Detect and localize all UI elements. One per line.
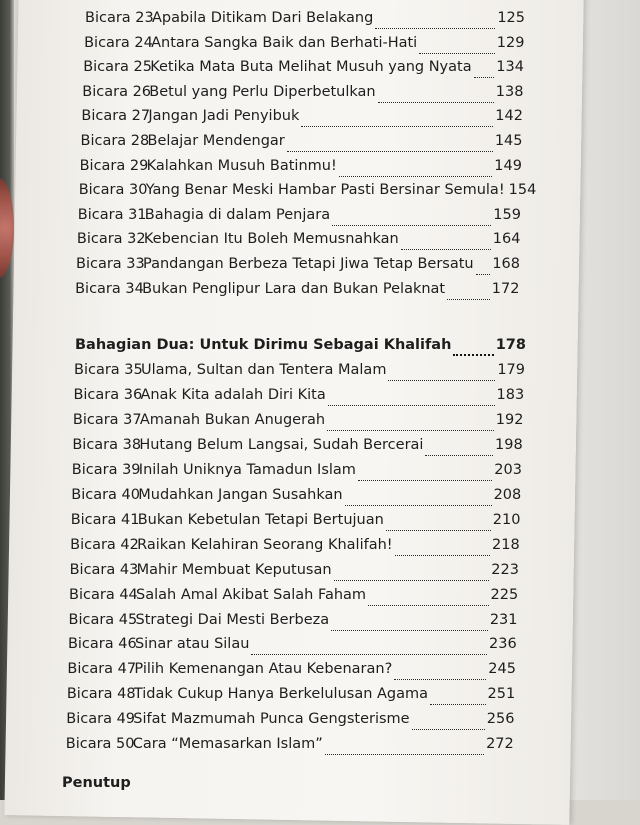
dot-leader xyxy=(301,126,493,127)
entry-number: Bicara 45 xyxy=(68,611,138,628)
dot-leader xyxy=(339,176,493,177)
entry-title: Anak Kita adalah Diri Kita xyxy=(140,386,326,403)
section-heading xyxy=(75,337,526,361)
entry-number: Bicara 35 xyxy=(74,362,143,378)
entry-page: 179 xyxy=(497,362,525,378)
entry-number: Bicara 23 xyxy=(85,10,154,26)
entry-title: Yang Benar Meski Hambar Pasti Bersinar Semula! xyxy=(145,182,505,199)
entry-number: Bicara 38 xyxy=(72,436,142,453)
toc-entry xyxy=(69,612,518,636)
entry-number: Bicara 33 xyxy=(76,256,145,272)
dot-leader xyxy=(328,405,495,406)
toc-entry xyxy=(71,487,521,511)
toc-entry xyxy=(71,512,521,536)
entry-title: Ulama, Sultan dan Tentera Malam xyxy=(141,362,387,378)
dot-leader xyxy=(447,299,490,300)
entry-page: 159 xyxy=(493,206,521,223)
toc-entry xyxy=(80,158,522,182)
entry-page: 134 xyxy=(496,59,524,76)
entry-page: 183 xyxy=(496,386,525,403)
entry-title: Bukan Kebetulan Tetapi Bertujuan xyxy=(137,511,384,528)
dot-leader xyxy=(332,225,491,226)
entry-page: 172 xyxy=(491,280,520,297)
dot-leader xyxy=(368,605,489,606)
entry-title: Salah Amal Akibat Salah Faham xyxy=(136,586,367,603)
entry-page: 203 xyxy=(494,461,522,478)
entry-page: 154 xyxy=(508,182,537,199)
dot-leader xyxy=(425,455,493,456)
dot-leader xyxy=(378,102,494,103)
dot-leader xyxy=(331,630,488,631)
toc-entry xyxy=(66,736,514,760)
entry-page: 223 xyxy=(491,561,519,578)
entry-number: Bicara 41 xyxy=(70,511,140,528)
toc-entry xyxy=(72,462,522,486)
entry-number: Bicara 24 xyxy=(84,34,153,51)
entry-title: Antara Sangka Baik dan Berhati-Hati xyxy=(151,34,418,51)
dot-leader xyxy=(419,53,495,54)
entry-title: Pandangan Berbeza Tetapi Jiwa Tetap Bersatu xyxy=(143,256,474,272)
closing-heading-title: Penutup xyxy=(62,775,131,791)
entry-page: 231 xyxy=(489,611,518,628)
section-heading-title: Bahagian Dua: Untuk Dirimu Sebagai Khalifah xyxy=(75,337,452,353)
entry-number: Bicara 46 xyxy=(67,636,137,653)
dot-leader xyxy=(375,28,495,29)
entry-title: Mudahkan Jangan Susahkan xyxy=(138,486,343,503)
entry-title: Cara “Memasarkan Islam” xyxy=(132,736,323,753)
entry-page: 129 xyxy=(496,34,525,51)
toc-entry xyxy=(67,686,515,710)
entry-title: Bahagia di dalam Penjara xyxy=(144,206,331,223)
dot-leader xyxy=(345,505,492,506)
dot-leader xyxy=(453,354,493,356)
entry-page: 192 xyxy=(495,411,524,428)
entry-page: 198 xyxy=(495,436,523,453)
entry-title: Bukan Penglipur Lara dan Bukan Pelaknat xyxy=(142,280,446,297)
entry-title: Sinar atau Silau xyxy=(134,636,250,653)
entry-title: Belajar Mendengar xyxy=(147,133,285,149)
entry-number: Bicara 25 xyxy=(83,59,152,76)
entry-page: 168 xyxy=(492,256,520,272)
entry-page: 142 xyxy=(495,108,523,125)
entry-page: 138 xyxy=(495,83,524,100)
entry-page: 272 xyxy=(486,736,514,753)
entry-page: 245 xyxy=(488,661,516,678)
entry-title: Strategi Dai Mesti Berbeza xyxy=(135,611,330,628)
entry-page: 208 xyxy=(493,486,522,503)
entry-number: Bicara 30 xyxy=(78,182,148,199)
entry-number: Bicara 28 xyxy=(80,133,150,149)
dot-leader xyxy=(401,249,491,250)
toc-entry xyxy=(77,231,521,255)
toc-entry xyxy=(78,207,521,231)
entry-page: 210 xyxy=(492,511,521,528)
entry-page: 256 xyxy=(486,711,515,728)
entry-page: 149 xyxy=(494,157,522,174)
toc-entry xyxy=(83,59,524,83)
entry-number: Bicara 44 xyxy=(69,586,138,603)
entry-number: Bicara 50 xyxy=(65,736,135,753)
dot-leader xyxy=(388,380,495,381)
dot-leader xyxy=(334,580,490,581)
toc-entry xyxy=(75,281,519,305)
toc-entry xyxy=(70,562,519,586)
entry-title: Kalahkan Musuh Batinmu! xyxy=(146,157,337,174)
dot-leader xyxy=(251,654,487,655)
entry-number: Bicara 34 xyxy=(75,280,144,297)
entry-number: Bicara 37 xyxy=(72,411,142,428)
toc-entry xyxy=(82,84,523,108)
dot-leader xyxy=(395,555,490,556)
entry-number: Bicara 47 xyxy=(67,661,137,678)
dot-leader xyxy=(325,754,484,755)
entry-number: Bicara 48 xyxy=(66,686,136,703)
closing-heading xyxy=(62,775,262,799)
entry-title: Kebencian Itu Boleh Memusnahkan xyxy=(143,231,399,248)
entry-page: 145 xyxy=(494,133,523,149)
toc-entry xyxy=(85,10,525,34)
entry-number: Bicara 32 xyxy=(76,231,146,248)
entry-title: Apabila Ditikam Dari Belakang xyxy=(152,10,374,26)
entry-page: 251 xyxy=(487,686,516,703)
entry-title: Sifat Mazmumah Punca Gengsterisme xyxy=(133,711,410,728)
toc-entry xyxy=(69,587,518,611)
dot-leader xyxy=(386,530,491,531)
entry-title: Mahir Membuat Keputusan xyxy=(136,561,332,578)
entry-page: 225 xyxy=(490,586,519,603)
toc-entry xyxy=(73,412,524,436)
entry-title: Jangan Jadi Penyibuk xyxy=(148,108,300,125)
dot-leader xyxy=(394,679,486,680)
section-heading-page: 178 xyxy=(495,337,526,353)
toc-entry xyxy=(78,182,537,206)
entry-title: Hutang Belum Langsai, Sudah Bercerai xyxy=(139,436,424,453)
toc-entry xyxy=(66,711,514,735)
dot-leader xyxy=(476,274,491,275)
entry-number: Bicara 42 xyxy=(70,536,139,553)
dot-leader xyxy=(327,430,494,431)
toc-entry xyxy=(74,362,525,386)
entry-number: Bicara 43 xyxy=(69,561,139,578)
entry-number: Bicara 40 xyxy=(71,486,140,503)
entry-page: 218 xyxy=(492,536,520,553)
toc-entry xyxy=(76,256,520,280)
dot-leader xyxy=(358,480,492,481)
dot-leader xyxy=(474,77,495,78)
dot-leader xyxy=(287,151,493,152)
entry-number: Bicara 29 xyxy=(79,157,149,174)
toc-entry xyxy=(73,387,524,411)
toc-entry xyxy=(70,537,520,561)
entry-title: Inilah Uniknya Tamadun Islam xyxy=(138,461,356,478)
entry-title: Ketika Mata Buta Melihat Musuh yang Nyata xyxy=(150,59,472,76)
entry-number: Bicara 36 xyxy=(73,386,143,403)
toc-entry xyxy=(68,636,517,660)
toc-entry xyxy=(84,35,524,59)
entry-title: Tidak Cukup Hanya Berkelulusan Agama xyxy=(133,686,429,703)
toc-entry xyxy=(81,133,523,157)
dot-leader xyxy=(412,729,485,730)
entry-title: Pilih Kemenangan Atau Kebenaran? xyxy=(134,661,393,678)
entry-title: Betul yang Perlu Diperbetulkan xyxy=(149,83,376,100)
dot-leader xyxy=(430,704,486,705)
entry-number: Bicara 49 xyxy=(66,711,136,728)
toc-entry xyxy=(81,108,523,132)
entry-title: Raikan Kelahiran Seorang Khalifah! xyxy=(137,536,393,553)
entry-page: 125 xyxy=(497,10,525,26)
entry-page: 236 xyxy=(489,636,517,653)
entry-number: Bicara 27 xyxy=(81,108,151,125)
toc-entry xyxy=(72,437,522,461)
entry-number: Bicara 39 xyxy=(71,461,141,478)
entry-page: 164 xyxy=(492,231,521,248)
entry-title: Amanah Bukan Anugerah xyxy=(139,411,326,428)
toc-entry xyxy=(67,661,516,685)
entry-number: Bicara 26 xyxy=(82,83,152,100)
entry-number: Bicara 31 xyxy=(77,206,147,223)
